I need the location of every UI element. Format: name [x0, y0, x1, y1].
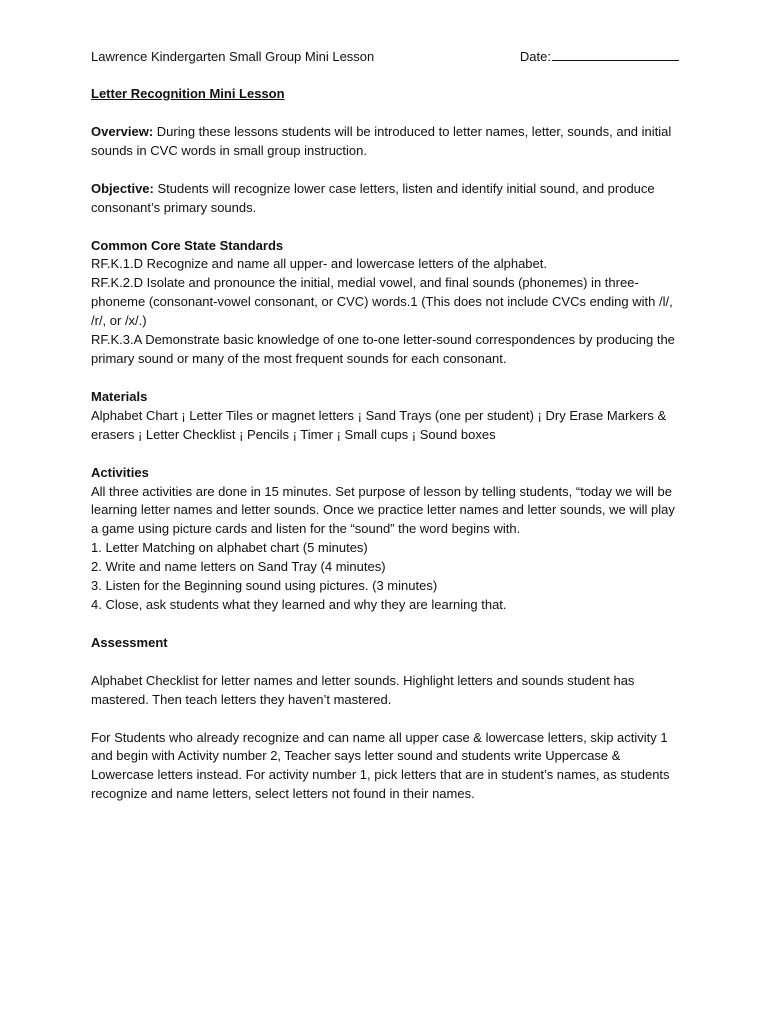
date-blank-line [552, 47, 679, 61]
standards-heading: Common Core State Standards [91, 237, 284, 253]
document-page [91, 47, 683, 804]
overview-text: During these lessons students will be introduced to letter names, letter, sounds, and initial sounds in CVC words in small group instruction. [91, 123, 672, 158]
objective-text: Students will recognize lower case letters, listen and identify initial sound, and produce consonant’s primary sounds. [91, 180, 655, 215]
objective-paragraph [91, 180, 683, 218]
date-field [520, 47, 679, 67]
materials-text: Alphabet Chart ¡ Letter Tiles or magnet letters ¡ Sand Trays (one per student) ¡ Dry Erase Markers & erasers ¡ Letter Checklist ¡ Pencils ¡ Timer ¡ Small cups ¡ Sound boxes [91, 407, 667, 442]
overview-label: Overview: [91, 123, 154, 139]
activity-step: 2. Write and name letters on Sand Tray (4 minutes) [91, 559, 386, 575]
activities-section [91, 464, 683, 615]
activity-step: 4. Close, ask students what they learned and why they are learning that. [91, 596, 507, 612]
document-header [91, 47, 683, 66]
assessment-paragraph: For Students who already recognize and can name all upper case & lowercase letters, skip activity 1 and begin with Activity number 2, Teacher says letter sound and students write Uppercase & Lowercase letters instead. For activity number 1, pick letters that are in student’s names, as students recognize and name letters, select letters not found in their names. [91, 729, 670, 802]
lesson-title: Letter Recognition Mini Lesson [91, 86, 285, 101]
standards-section [91, 237, 683, 369]
date-label: Date: [519, 49, 551, 64]
activity-step: 1. Letter Matching on alphabet chart (5 minutes) [91, 540, 368, 556]
standard-item: RF.K.2.D Isolate and pronounce the initial, medial vowel, and final sounds (phonemes) in three-phoneme (consonant-vowel consonant, or CVC) words.1 (This does not include CVCs ending with /l/, /r/, or /x/.) [91, 275, 673, 329]
activity-step: 3. Listen for the Beginning sound using pictures. (3 minutes) [91, 578, 438, 594]
materials-heading: Materials [91, 388, 148, 404]
assessment-heading: Assessment [91, 634, 168, 650]
assessment-section [91, 634, 683, 804]
materials-section [91, 388, 683, 445]
assessment-paragraph: Alphabet Checklist for letter names and letter sounds. Highlight letters and sounds student has mastered. Then teach letters they haven’t mastered. [91, 672, 635, 707]
standard-item: RF.K.1.D Recognize and name all upper- and lowercase letters of the alphabet. [91, 256, 547, 272]
activities-heading: Activities [91, 464, 149, 480]
activities-intro: All three activities are done in 15 minutes. Set purpose of lesson by telling students, “today we will be learning letter names and letter sounds. Once we practice letter names and letter sounds, we will play a game using picture cards and listen for the “sound” the word begins with. [91, 483, 675, 537]
school-title: Lawrence Kindergarten Small Group Mini Lesson [91, 49, 375, 64]
standard-item: RF.K.3.A Demonstrate basic knowledge of one to-one letter-sound correspondences by producing the primary sound or many of the most frequent sounds for each consonant. [91, 332, 675, 366]
objective-label: Objective: [91, 180, 154, 196]
overview-paragraph [91, 123, 683, 161]
